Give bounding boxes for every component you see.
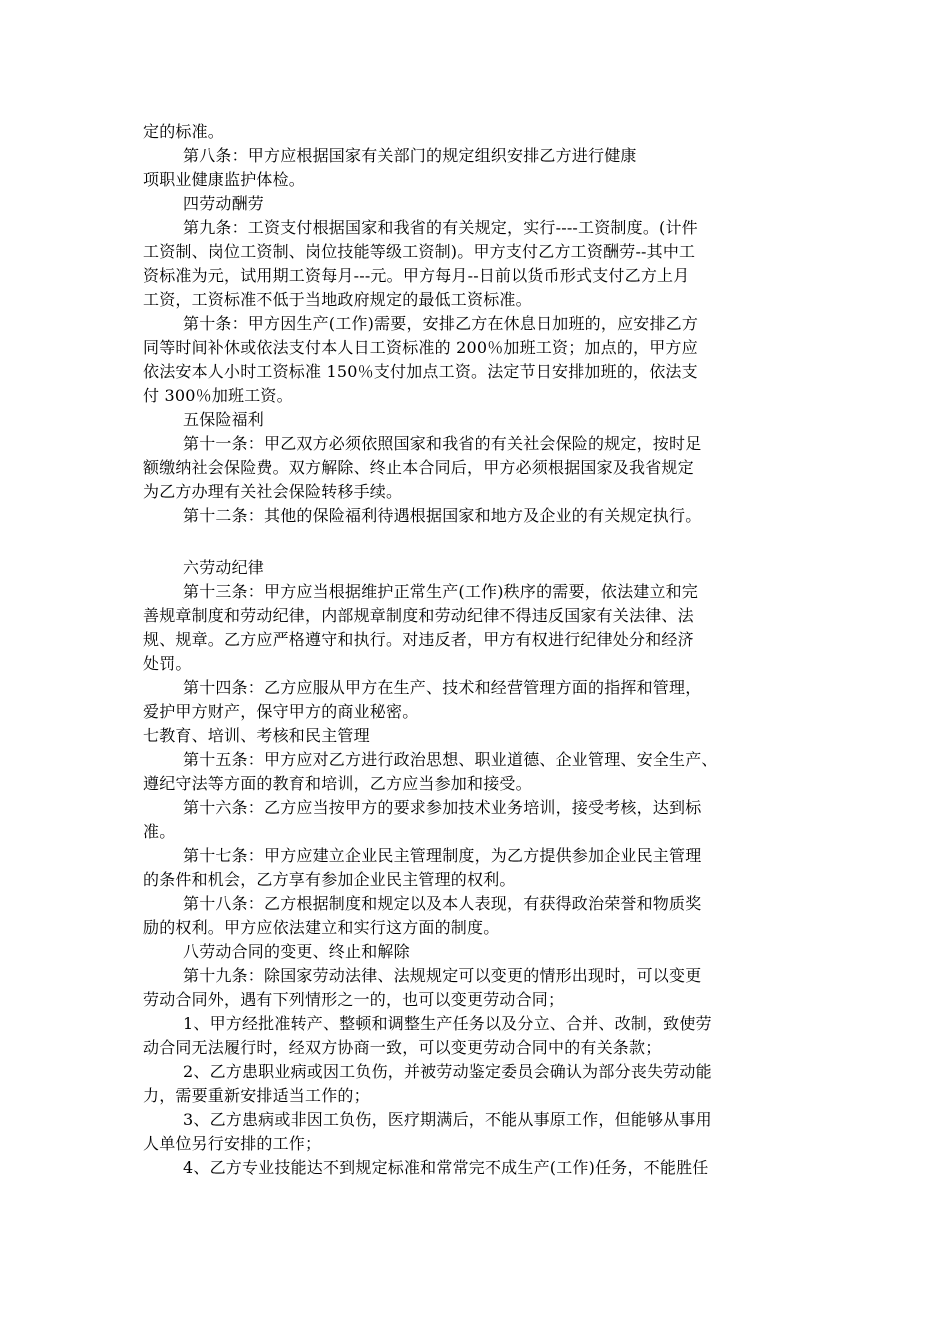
text-line: 励的权利。甲方应依法建立和实行这方面的制度。 [143,918,500,937]
text-line: 第十七条：甲方应建立企业民主管理制度，为乙方提供参加企业民主管理 [183,846,702,865]
text-line: 第十四条：乙方应服从甲方在生产、技术和经营管理方面的指挥和管理， [183,678,702,697]
text-line: 第十五条：甲方应对乙方进行政治思想、职业道德、企业管理、安全生产、 [183,750,718,769]
text-line: 第十九条：除国家劳动法律、法规规定可以变更的情形出现时，可以变更 [183,966,702,985]
text-line: 3、乙方患病或非因工负伤，医疗期满后，不能从事原工作，但能够从事用 [183,1110,712,1129]
text-line: 善规章制度和劳动纪律，内部规章制度和劳动纪律不得违反国家有关法律、法 [143,606,694,625]
text-line: 付 300％加班工资。 [143,386,293,405]
text-line: 第十一条：甲乙双方必须依照国家和我省的有关社会保险的规定，按时足 [183,434,702,453]
section-heading: 八劳动合同的变更、终止和解除 [183,942,410,961]
text-line: 1、甲方经批准转产、整顿和调整生产任务以及分立、合并、改制，致使劳 [183,1014,712,1033]
text-line: 第十条：甲方因生产(工作)需要，安排乙方在休息日加班的，应安排乙方 [183,314,699,333]
section-heading: 六劳动纪律 [183,558,265,577]
text-line: 工资，工资标准不低于当地政府规定的最低工资标准。 [143,290,532,309]
text-line: 资标准为元，试用期工资每月---元。甲方每月--日前以货币形式支付乙方上月 [143,266,690,285]
text-line: 爱护甲方财产，保守甲方的商业秘密。 [143,702,419,721]
text-line: 动合同无法履行时，经双方协商一致，可以变更劳动合同中的有关条款； [143,1038,662,1057]
text-line: 处罚。 [143,654,192,673]
text-line: 同等时间补休或依法支付本人日工资标准的 200％加班工资；加点的，甲方应 [143,338,698,357]
section-heading: 五保险福利 [183,410,265,429]
section-heading: 七教育、培训、考核和民主管理 [143,726,370,745]
text-line: 定的标准。 [143,122,225,141]
blank-line [143,528,813,556]
text-line: 准。 [143,822,176,841]
text-line: 额缴纳社会保险费。双方解除、终止本合同后，甲方必须根据国家及我省规定 [143,458,694,477]
text-line: 力，需要重新安排适当工作的； [143,1086,370,1105]
section-heading: 四劳动酬劳 [183,194,265,213]
text-line: 第十二条：其他的保险福利待遇根据国家和地方及企业的有关规定执行。 [183,506,702,525]
text-line: 人单位另行安排的工作； [143,1134,322,1153]
text-line: 第九条：工资支付根据国家和我省的有关规定，实行----工资制度。(计件 [183,218,698,237]
text-line: 劳动合同外，遇有下列情形之一的，也可以变更劳动合同； [143,990,565,1009]
text-line: 2、乙方患职业病或因工负伤，并被劳动鉴定委员会确认为部分丧失劳动能 [183,1062,712,1081]
text-line: 第十三条：甲方应当根据维护正常生产(工作)秩序的需要，依法建立和完 [183,582,699,601]
text-line: 第十八条：乙方根据制度和规定以及本人表现，有获得政治荣誉和物质奖 [183,894,702,913]
text-line: 工资制、岗位工资制、岗位技能等级工资制)。甲方支付乙方工资酬劳--其中工 [143,242,696,261]
text-line: 项职业健康监护体检。 [143,170,306,189]
text-line: 遵纪守法等方面的教育和培训，乙方应当参加和接受。 [143,774,532,793]
text-line: 第八条：甲方应根据国家有关部门的规定组织安排乙方进行健康 [183,146,637,165]
text-line: 依法安本人小时工资标准 150％支付加点工资。法定节日安排加班的，依法支 [143,362,698,381]
text-line: 为乙方办理有关社会保险转移手续。 [143,482,403,501]
text-line: 4、乙方专业技能达不到规定标准和常常完不成生产(工作)任务，不能胜任 [183,1158,709,1177]
document-body [143,120,813,1180]
text-line: 的条件和机会，乙方享有参加企业民主管理的权利。 [143,870,516,889]
text-line: 规、规章。乙方应严格遵守和执行。对违反者，甲方有权进行纪律处分和经济 [143,630,694,649]
text-line: 第十六条：乙方应当按甲方的要求参加技术业务培训，接受考核，达到标 [183,798,702,817]
